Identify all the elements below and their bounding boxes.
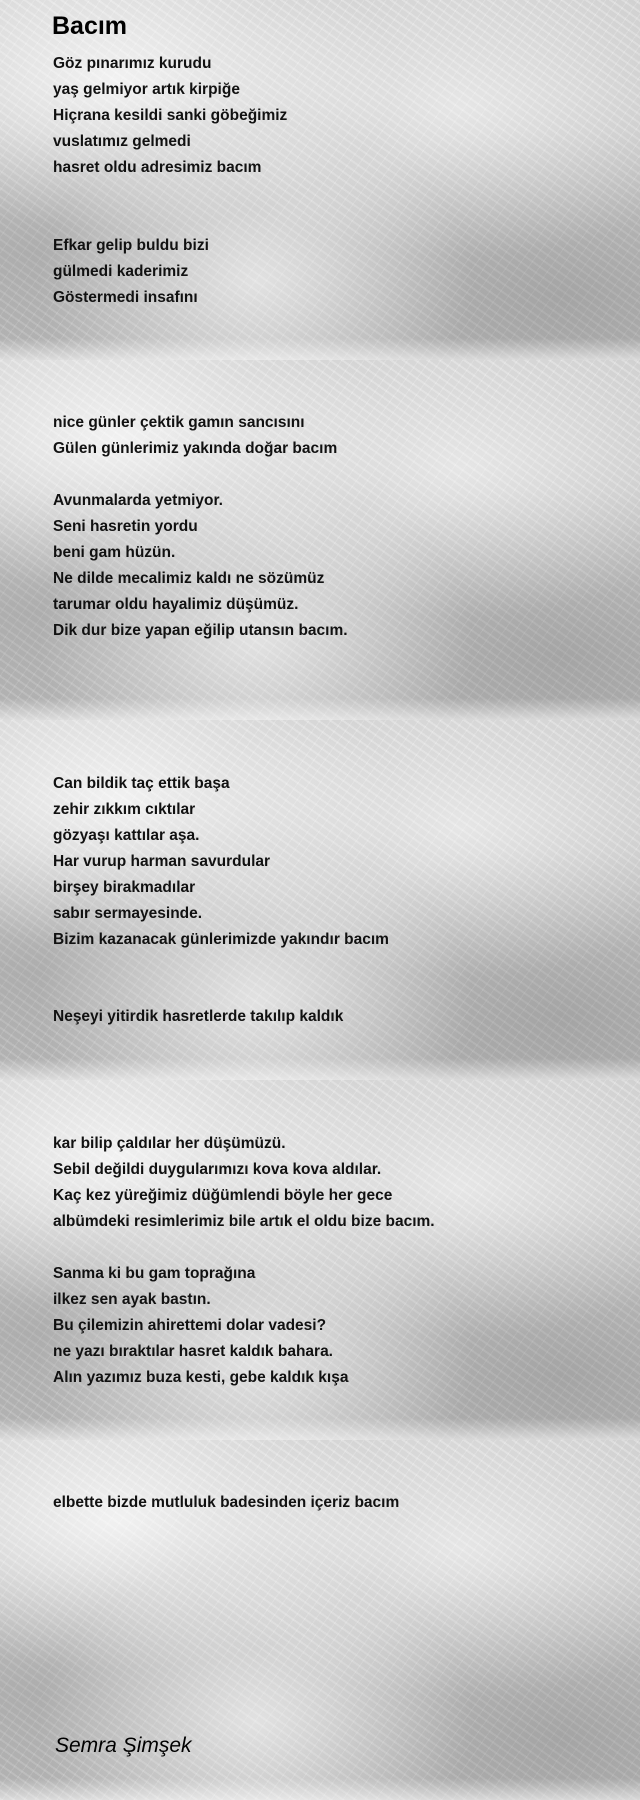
poem-line: Dik dur bize yapan eğilip utansın bacım. [53,622,348,639]
poem-line: Efkar gelip buldu bizi [53,237,209,254]
poem-line: albümdeki resimlerimiz bile artık el oldu bize bacım. [53,1213,435,1230]
stanza [53,1004,343,1030]
poem-line: elbette bizde mutluluk badesinden içeriz bacım [53,1494,400,1511]
poem-line: Har vurup harman savurdular [53,853,271,870]
poem-line: Hiçrana kesildi sanki göbeğimiz [53,107,288,124]
poem-line: Can bildik taç ettik başa [53,775,230,792]
poem-line: Seni hasretin yordu [53,518,198,535]
stanza [53,488,348,644]
poem-line: gülmedi kaderimiz [53,263,189,280]
poem-line: sabır sermayesinde. [53,905,203,922]
poem-line: Neşeyi yitirdik hasretlerde takılıp kaldık [53,1008,344,1025]
poem-line: Sebil değildi duygularımızı kova kova aldılar. [53,1161,382,1178]
stanza [53,771,389,953]
poem-line: Sanma ki bu gam toprağına [53,1265,256,1282]
poem-line: tarumar oldu hayalimiz düşümüz. [53,596,299,613]
poem-title: Bacım [52,12,128,40]
poem-line: gözyaşı kattılar aşa. [53,827,200,844]
poem-line: Kaç kez yüreğimiz düğümlendi böyle her gece [53,1187,393,1204]
stanza [53,410,337,462]
poem-line: Göstermedi insafını [53,289,198,306]
poem-line: zehir zıkkım cıktılar [53,801,196,818]
poem-line: nice günler çektik gamın sancısını [53,414,305,431]
poem-line: Bizim kazanacak günlerimizde yakındır bacım [53,931,389,948]
poem-line: ne yazı bıraktılar hasret kaldık bahara. [53,1343,333,1360]
poem-line: Ne dilde mecalimiz kaldı ne sözümüz [53,570,325,587]
stanza [53,51,287,181]
poem-line: Göz pınarımız kurudu [53,55,212,72]
poem-line: birşey birakmadılar [53,879,196,896]
stanza [53,1131,435,1235]
author-signature: Semra Şimşek [55,1734,192,1757]
poem-line: hasret oldu adresimiz bacım [53,159,262,176]
poem-line: Gülen günlerimiz yakında doğar bacım [53,440,338,457]
poem-line: ilkez sen ayak bastın. [53,1291,211,1308]
poem-line: Avunmalarda yetmiyor. [53,492,223,509]
poem-line: kar bilip çaldılar her düşümüzü. [53,1135,286,1152]
poem-line: vuslatımız gelmedi [53,133,191,150]
poem-line: beni gam hüzün. [53,544,176,561]
poem-line: Alın yazımız buza kesti, gebe kaldık kışa [53,1369,349,1386]
stanza [53,233,209,311]
poem-line: yaş gelmiyor artık kirpiğe [53,81,240,98]
poem-line: Bu çilemizin ahirettemi dolar vadesi? [53,1317,327,1334]
stanza [53,1490,399,1516]
stanza [53,1261,348,1391]
